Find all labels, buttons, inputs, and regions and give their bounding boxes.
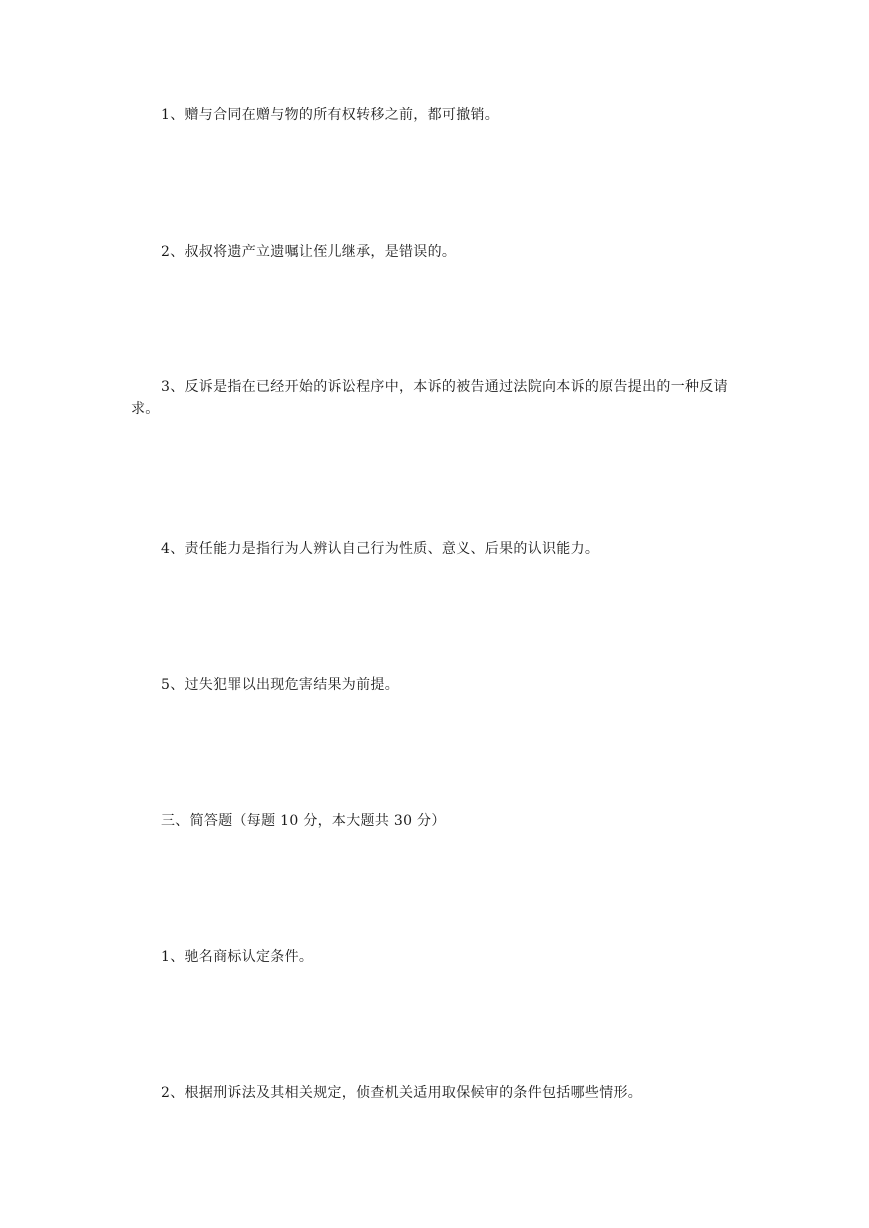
true-false-item-4: 4、责任能力是指行为人辨认自己行为性质、意义、后果的认识能力。 [161,541,600,557]
true-false-item-5: 5、过失犯罪以出现危害结果为前提。 [161,677,400,693]
true-false-item-3: 3、反诉是指在已经开始的诉讼程序中，本诉的被告通过法院向本诉的原告提出的一种反请求。 [131,379,728,417]
true-false-item-1: 1、赠与合同在赠与物的所有权转移之前，都可撤销。 [161,107,500,123]
section-heading-short-answer: 三、简答题（每题 10 分，本大题共 30 分） [161,813,446,829]
short-answer-item-1: 1、驰名商标认定条件。 [161,949,314,965]
true-false-item-2: 2、叔叔将遗产立遗嘱让侄儿继承，是错误的。 [161,244,457,260]
short-answer-item-2: 2、根据刑诉法及其相关规定，侦查机关适用取保候审的条件包括哪些情形。 [161,1085,643,1101]
